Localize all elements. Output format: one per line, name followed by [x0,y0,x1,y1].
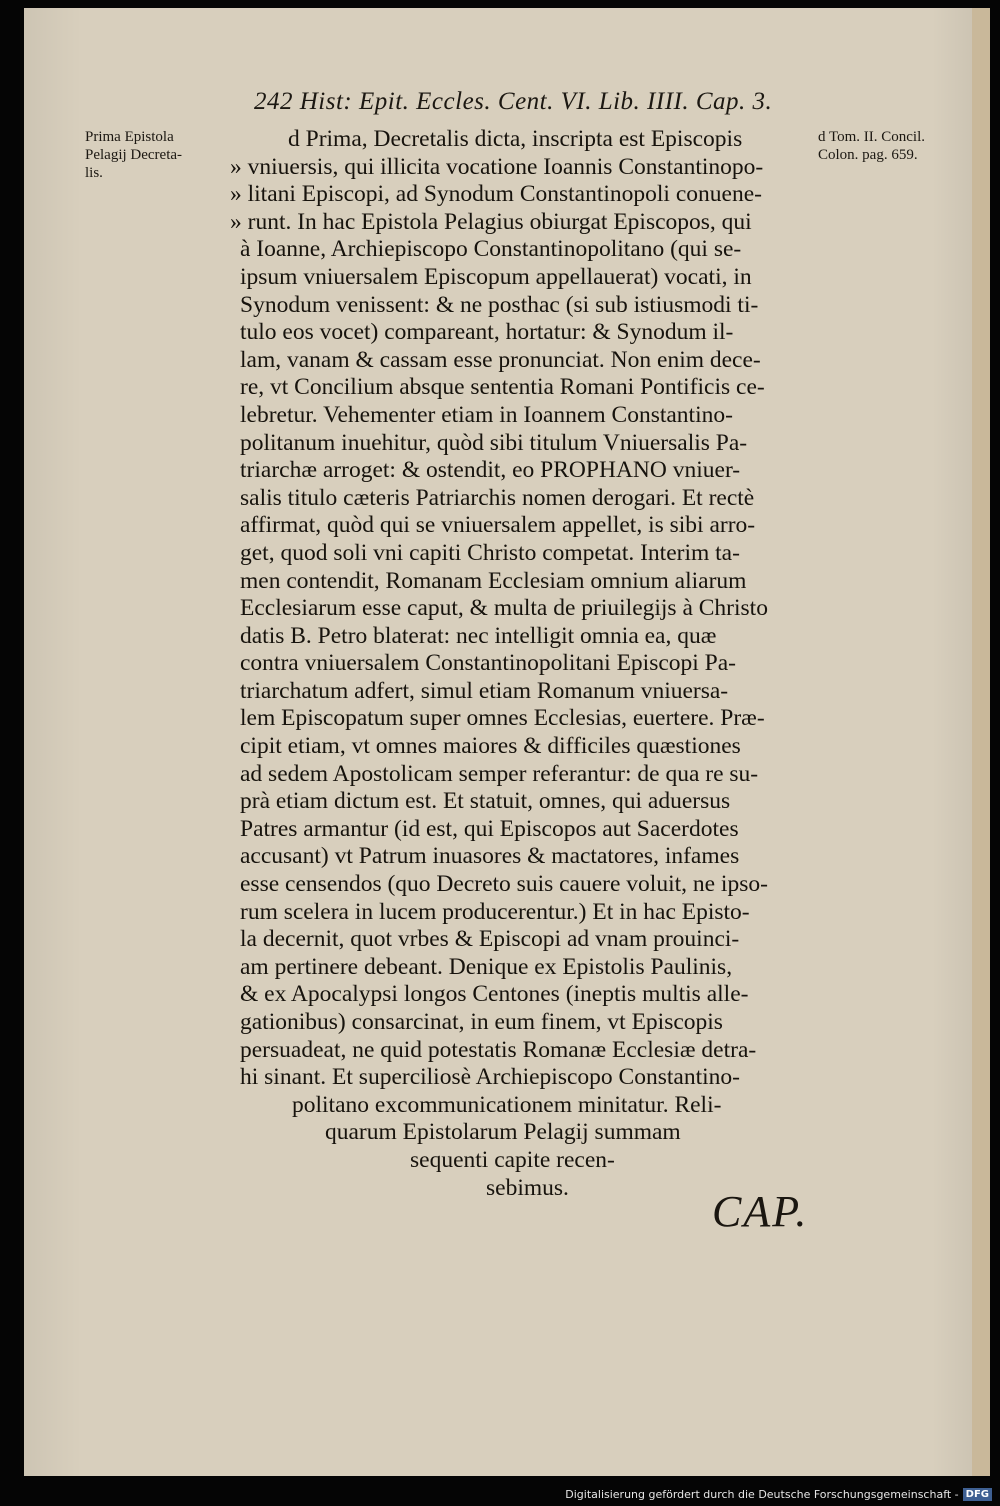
text-line: lem Episcopatum super omnes Ecclesias, euertere. Præ- [240,705,765,732]
margin-note-right [818,128,968,164]
footer-credit: Digitalisierung gefördert durch die Deutsche Forschungsgemeinschaft - [565,1487,959,1501]
margin-note-line: d Tom. II. Concil. [818,129,925,145]
text-line: men contendit, Romanam Ecclesiam omnium aliarum [240,567,747,594]
text-line: lebretur. Vehementer etiam in Ioannem Constantino- [240,401,733,428]
text-line: ipsum vniuersalem Episcopum appellauerat) vocati, in [240,263,752,290]
text-line: gationibus) consarcinat, in eum finem, vt Episcopis [240,1009,723,1035]
text-line: accusant) vt Patrum inuasores & mactatores, infames [240,843,740,870]
margin-note-line: Pelagij Decreta- [85,147,183,163]
text-line: & ex Apocalypsi longos Centones (ineptis multis alle- [240,981,749,1008]
text-line: triarchatum adfert, simul etiam Romanum vniuersa- [240,677,729,704]
text-line: contra vniuersalem Constantinopolitani Episcopi Pa- [240,650,737,677]
digitization-footer [565,1486,992,1502]
text-line: la decernit, quot vrbes & Episcopi ad vnam prouinci- [240,926,740,953]
text-line: » runt. In hac Epistola Pelagius obiurgat Episcopos, qui [230,208,752,235]
text-line: » litani Episcopi, ad Synodum Constantinopoli conuene- [230,181,762,208]
catchword: CAP. [712,1187,809,1236]
text-line: esse censendos (quo Decreto suis cauere voluit, ne ipso- [240,871,768,898]
text-line: am pertinere debeant. Denique ex Epistolis Paulinis, [240,953,733,980]
text-line: » vniuersis, qui illicita vocatione Ioannis Constantinopo- [230,153,764,180]
margin-note-line: Colon. pag. 659. [818,147,918,163]
margin-note-left [85,128,235,182]
text-line: lam, vanam & cassam esse pronunciat. Non enim dece- [240,346,761,373]
dfg-logo: DFG [963,1488,992,1501]
text-line: re, vt Concilium absque sententia Romani Pontificis ce- [240,374,765,401]
text-line: cipit etiam, vt omnes maiores & difficiles quæstiones [240,733,741,760]
text-line: triarchæ arroget: & ostendit, eo PROPHANO vniuer- [240,457,741,484]
text-line: sebimus. [486,1174,569,1201]
text-line: persuadeat, ne quid potestatis Romanæ Ecclesiæ detra- [240,1036,757,1063]
text-line: quarum Epistolarum Pelagij summam [325,1119,681,1146]
text-line: rum scelera in lucem producerentur.) Et in hac Episto- [240,898,750,925]
text-line: prà etiam dictum est. Et statuit, omnes, qui aduersus [240,788,731,815]
margin-note-line: lis. [85,165,103,181]
text-line: salis titulo cæteris Patriarchis nomen derogari. Et rectè [240,484,755,511]
text-line: get, quod soli vni capiti Christo competat. Interim ta- [240,539,740,566]
text-line: tulo eos vocet) compareant, hortatur: & Synodum il- [240,319,734,346]
text-line: politano excommunicationem minitatur. Reli- [292,1091,722,1118]
text-line: hi sinant. Et superciliosè Archiepiscopo Constantino- [240,1064,740,1091]
text-line: politanum inuehitur, quòd sibi titulum Vniuersalis Pa- [240,429,748,456]
text-line: Synodum venissent: & ne posthac (si sub istiusmodi ti- [240,291,759,318]
text-line: sequenti capite recen- [410,1146,615,1173]
page-edge [972,8,990,1476]
text-line: Patres armantur (id est, qui Episcopos aut Sacerdotes [240,815,739,842]
body-text [230,126,830,1202]
text-line: datis B. Petro blaterat: nec intelligit omnia ea, quæ [240,622,717,649]
running-header: 242 Hist: Epit. Eccles. Cent. VI. Lib. IIII. Cap. 3. [254,88,773,115]
text-line: à Ioanne, Archiepiscopo Constantinopolitano (qui se- [240,236,742,263]
text-line: affirmat, quòd qui se vniuersalem appellet, is sibi arro- [240,512,756,539]
text-line: Ecclesiarum esse caput, & multa de priuilegijs à Christo [240,595,768,622]
margin-note-line: Prima Epistola [85,129,174,145]
text-line: ad sedem Apostolicam semper referantur: de qua re su- [240,760,759,787]
text-line: d Prima, Decretalis dicta, inscripta est Episcopis [288,126,743,152]
